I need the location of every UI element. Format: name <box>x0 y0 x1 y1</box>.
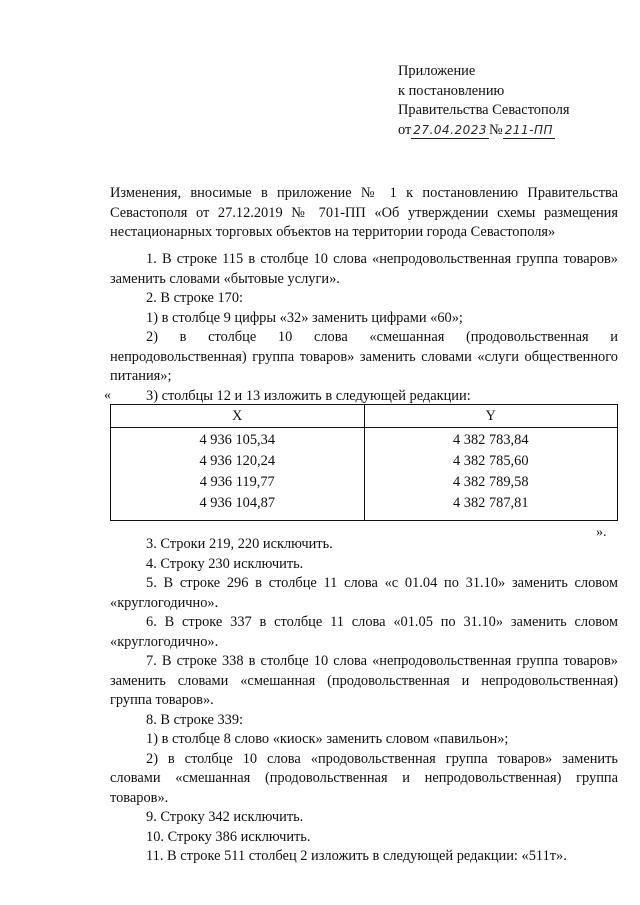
items-block-bottom <box>110 535 618 867</box>
table-header-y: Y <box>364 405 618 428</box>
x-values-cell <box>111 428 365 521</box>
number-prefix: № <box>489 121 503 138</box>
x-value: 4 936 119,77 <box>199 474 275 490</box>
table-header-x: X <box>111 405 365 428</box>
x-value: 4 936 105,34 <box>199 432 276 448</box>
item-2: 2. В строке 170: <box>146 290 244 306</box>
appendix-date-line <box>398 121 618 141</box>
item-2-2: 2) в столбце 10 слова «смешанная (продовольственная и непродовольственная) группа товаров» заменить словами «слуги общественного питания»; <box>110 329 618 384</box>
coordinates-table <box>110 404 618 521</box>
item-3: 3. Строки 219, 220 исключить. <box>146 536 333 552</box>
item-8: 8. В строке 339: <box>146 711 244 728</box>
item-5: 5. В строке 296 в столбце 11 слова «с 01.04 по 31.10» заменить словом «круглогодично». <box>110 575 618 611</box>
item-11: 11. В строке 511 столбец 2 изложить в следующей редакции: «511т». <box>146 848 567 864</box>
appendix-header <box>398 62 618 140</box>
item-6: 6. В строке 337 в столбце 11 слова «01.05 по 31.10» заменить словом «круглогодично». <box>110 614 618 650</box>
quote-close: ». <box>596 525 607 540</box>
item-8-1: 1) в столбце 8 слово «киоск» заменить словом «павильон»; <box>146 731 509 747</box>
item-10: 10. Строку 386 исключить. <box>146 828 311 845</box>
appendix-line-3: Правительства Севастополя <box>398 102 570 118</box>
y-value: 4 382 787,81 <box>452 495 529 511</box>
x-value: 4 936 104,87 <box>199 495 276 511</box>
y-value: 4 382 789,58 <box>452 474 529 490</box>
item-8-2: 2) в столбце 10 слова «продовольственная группа товаров» заменить словами «смешанная (продовольственная и непродовольственная) группа товаров». <box>110 750 618 806</box>
item-9: 9. Строку 342 исключить. <box>146 809 304 825</box>
y-value: 4 382 783,84 <box>452 432 529 448</box>
appendix-line-2: к постановлению <box>398 82 505 99</box>
item-2-1: 1) в столбце 9 цифры «32» заменить цифрами «60»; <box>146 309 463 326</box>
handwritten-date: 27.04.2023 <box>413 122 488 137</box>
y-value: 4 382 785,60 <box>452 453 529 469</box>
appendix-line-1: Приложение <box>398 63 476 79</box>
quote-open: « <box>104 388 111 403</box>
item-2-3: 3) столбцы 12 и 13 изложить в следующей редакции: <box>146 387 471 404</box>
document-title: Изменения, вносимые в приложение № 1 к постановлению Правительства Севастополя от 27.12.2019 № 701-ПП «Об утверждении схемы размещения нестационарных торговых объектов на территории города Севастополя» <box>110 185 618 240</box>
items-block-top <box>110 250 618 406</box>
y-values-cell <box>364 428 618 521</box>
date-prefix: от <box>398 121 412 138</box>
item-1: 1. В строке 115 в столбце 10 слова «непродовольственная группа товаров» заменить словами «бытовые услуги». <box>110 251 618 287</box>
x-value: 4 936 120,24 <box>199 453 276 469</box>
item-7: 7. В строке 338 в столбце 10 слова «непродовольственная группа товаров» заменить словами «смешанная (продовольственная и непродовольственная) группа товаров». <box>110 653 618 708</box>
item-4: 4. Строку 230 исключить. <box>146 555 304 572</box>
handwritten-number: 211-ПП <box>504 122 554 137</box>
